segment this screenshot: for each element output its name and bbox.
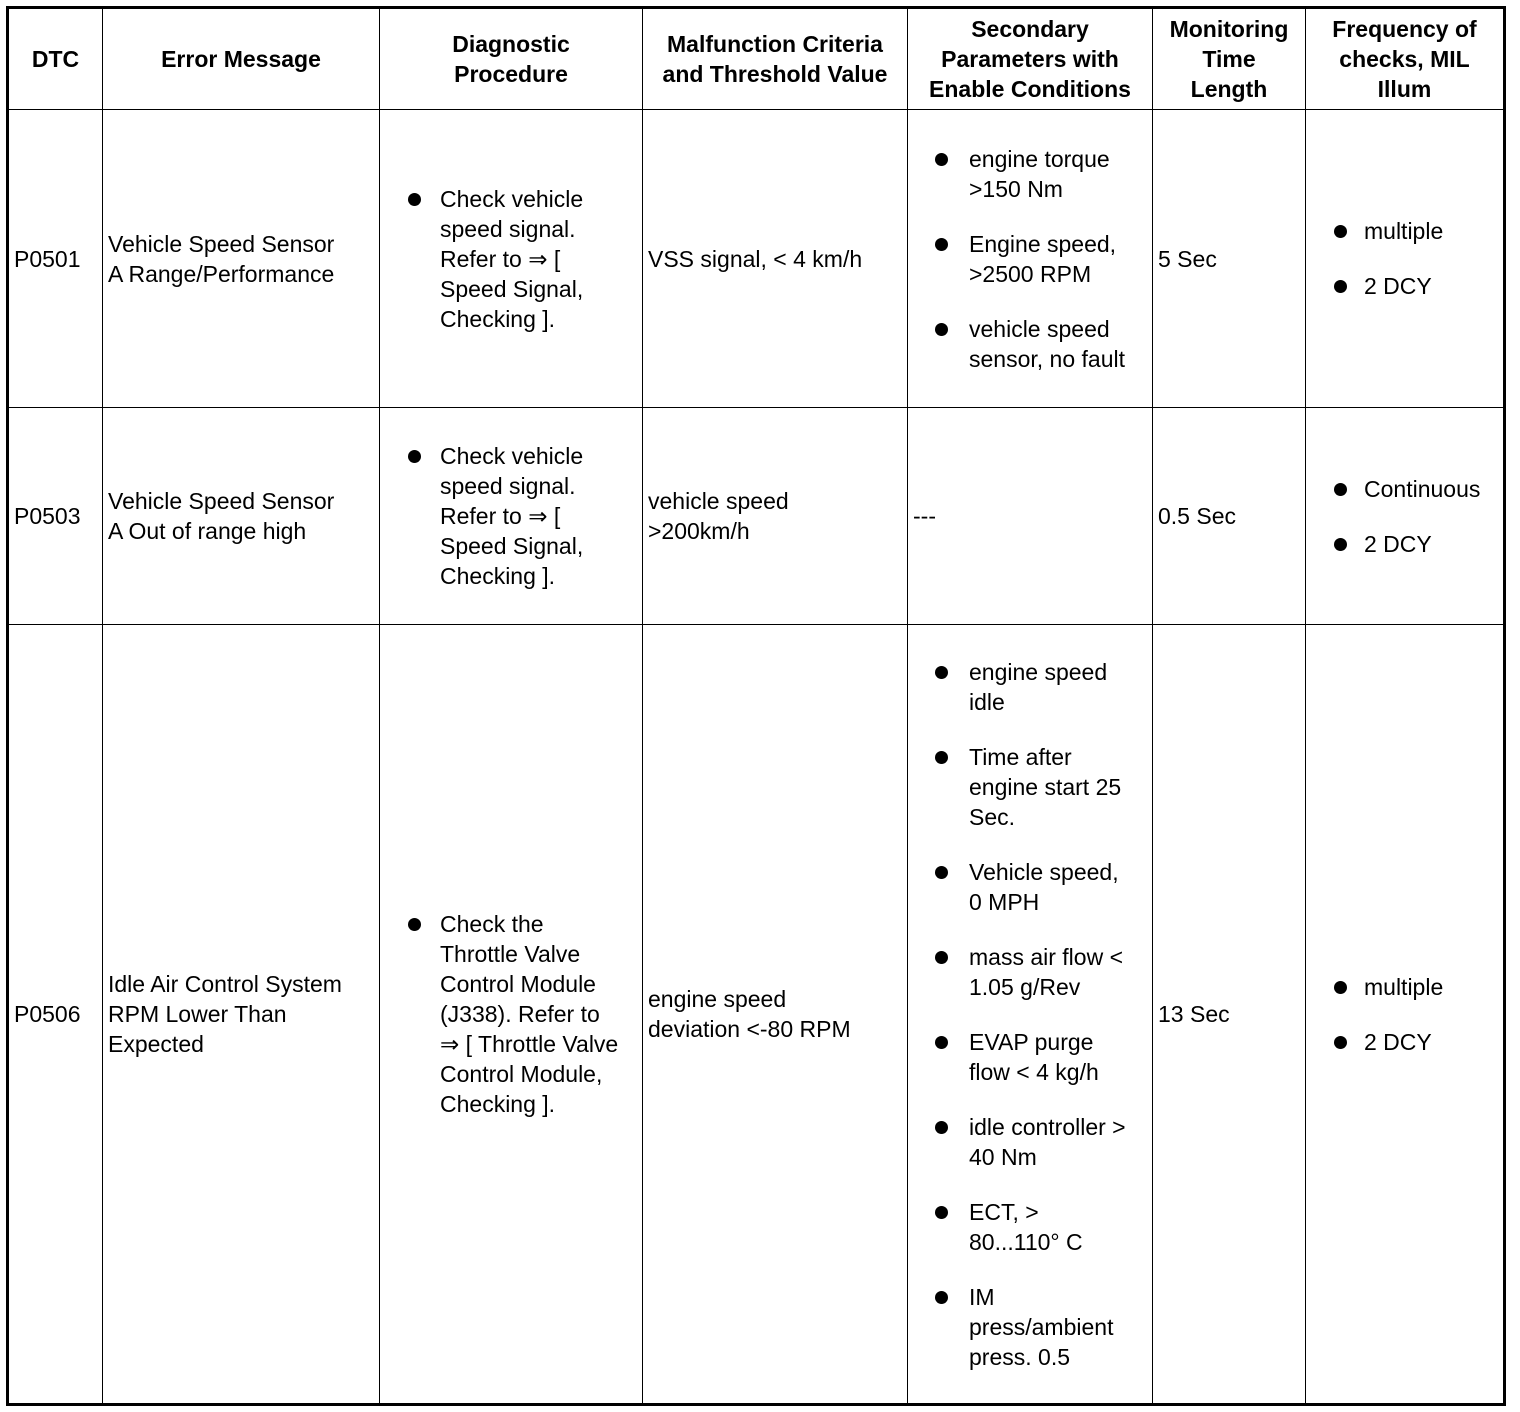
header-secondary-parameters: Secondary Parameters with Enable Conditions xyxy=(908,9,1153,110)
bullet-icon xyxy=(935,1036,948,1049)
list-item: ECT, > 80...110° C xyxy=(913,1197,1147,1257)
bullet-icon xyxy=(935,751,948,764)
bullet-icon xyxy=(935,153,948,166)
header-monitoring-time: Monitoring Time Length xyxy=(1153,9,1306,110)
list-item: Vehicle speed, 0 MPH xyxy=(913,857,1147,917)
list-item: 2 DCY xyxy=(1311,1027,1498,1057)
monitoring-time: 13 Sec xyxy=(1153,625,1306,1403)
malfunction-criteria: VSS signal, < 4 km/h xyxy=(643,110,908,408)
list-item: multiple xyxy=(1311,972,1498,1002)
list-item: Continuous xyxy=(1311,474,1498,504)
bullet-icon xyxy=(935,951,948,964)
secondary-parameters xyxy=(908,625,1153,1403)
dtc-code: P0501 xyxy=(9,110,103,408)
list-item: Check the Throttle Valve Control Module (J338). Refer to ⇒ [ Throttle Valve Control Module, Checking ]. xyxy=(385,909,637,1119)
list-item: EVAP purge flow < 4 kg/h xyxy=(913,1027,1147,1087)
frequency xyxy=(1306,625,1503,1403)
list-item: IM press/ambient press. 0.5 xyxy=(913,1282,1147,1372)
bullet-icon xyxy=(935,1121,948,1134)
list-item: Check vehicle speed signal. Refer to ⇒ [ Speed Signal, Checking ]. xyxy=(385,441,637,591)
list-item: Engine speed, >2500 RPM xyxy=(913,229,1147,289)
list-item: Time after engine start 25 Sec. xyxy=(913,742,1147,832)
dtc-code: P0506 xyxy=(9,625,103,1403)
header-malfunction-criteria: Malfunction Criteria and Threshold Value xyxy=(643,9,908,110)
list-item: Check vehicle speed signal. Refer to ⇒ [ Speed Signal, Checking ]. xyxy=(385,184,637,334)
monitoring-time: 5 Sec xyxy=(1153,110,1306,408)
bullet-icon xyxy=(408,450,421,463)
monitoring-time: 0.5 Sec xyxy=(1153,408,1306,625)
error-message: Vehicle Speed Sensor A Out of range high xyxy=(103,408,380,625)
header-diagnostic-procedure: Diagnostic Procedure xyxy=(380,9,643,110)
bullet-icon xyxy=(1334,981,1347,994)
diagnostic-procedure xyxy=(380,625,643,1403)
header-error-message: Error Message xyxy=(103,9,380,110)
malfunction-criteria: engine speed deviation <-80 RPM xyxy=(643,625,908,1403)
bullet-icon xyxy=(1334,538,1347,551)
bullet-icon xyxy=(1334,280,1347,293)
bullet-icon xyxy=(935,666,948,679)
bullet-icon xyxy=(935,323,948,336)
list-item: multiple xyxy=(1311,216,1498,246)
list-item: vehicle speed sensor, no fault xyxy=(913,314,1147,374)
frequency xyxy=(1306,408,1503,625)
bullet-icon xyxy=(935,1291,948,1304)
diagnostic-procedure xyxy=(380,110,643,408)
bullet-icon xyxy=(408,918,421,931)
secondary-parameters xyxy=(908,110,1153,408)
list-item: engine speed idle xyxy=(913,657,1147,717)
bullet-icon xyxy=(935,866,948,879)
error-message: Idle Air Control System RPM Lower Than Expected xyxy=(103,625,380,1403)
list-item: 2 DCY xyxy=(1311,271,1498,301)
error-message: Vehicle Speed Sensor A Range/Performance xyxy=(103,110,380,408)
list-item: idle controller > 40 Nm xyxy=(913,1112,1147,1172)
malfunction-criteria: vehicle speed >200km/h xyxy=(643,408,908,625)
secondary-parameters: --- xyxy=(908,408,1153,625)
bullet-icon xyxy=(1334,225,1347,238)
list-item: 2 DCY xyxy=(1311,529,1498,559)
dtc-table xyxy=(6,6,1506,1406)
bullet-icon xyxy=(935,1206,948,1219)
list-item: mass air flow < 1.05 g/Rev xyxy=(913,942,1147,1002)
bullet-icon xyxy=(935,238,948,251)
list-item: engine torque >150 Nm xyxy=(913,144,1147,204)
bullet-icon xyxy=(1334,1036,1347,1049)
header-dtc: DTC xyxy=(9,9,103,110)
diagnostic-procedure xyxy=(380,408,643,625)
bullet-icon xyxy=(1334,483,1347,496)
header-frequency: Frequency of checks, MIL Illum xyxy=(1306,9,1503,110)
dtc-code: P0503 xyxy=(9,408,103,625)
frequency xyxy=(1306,110,1503,408)
bullet-icon xyxy=(408,193,421,206)
